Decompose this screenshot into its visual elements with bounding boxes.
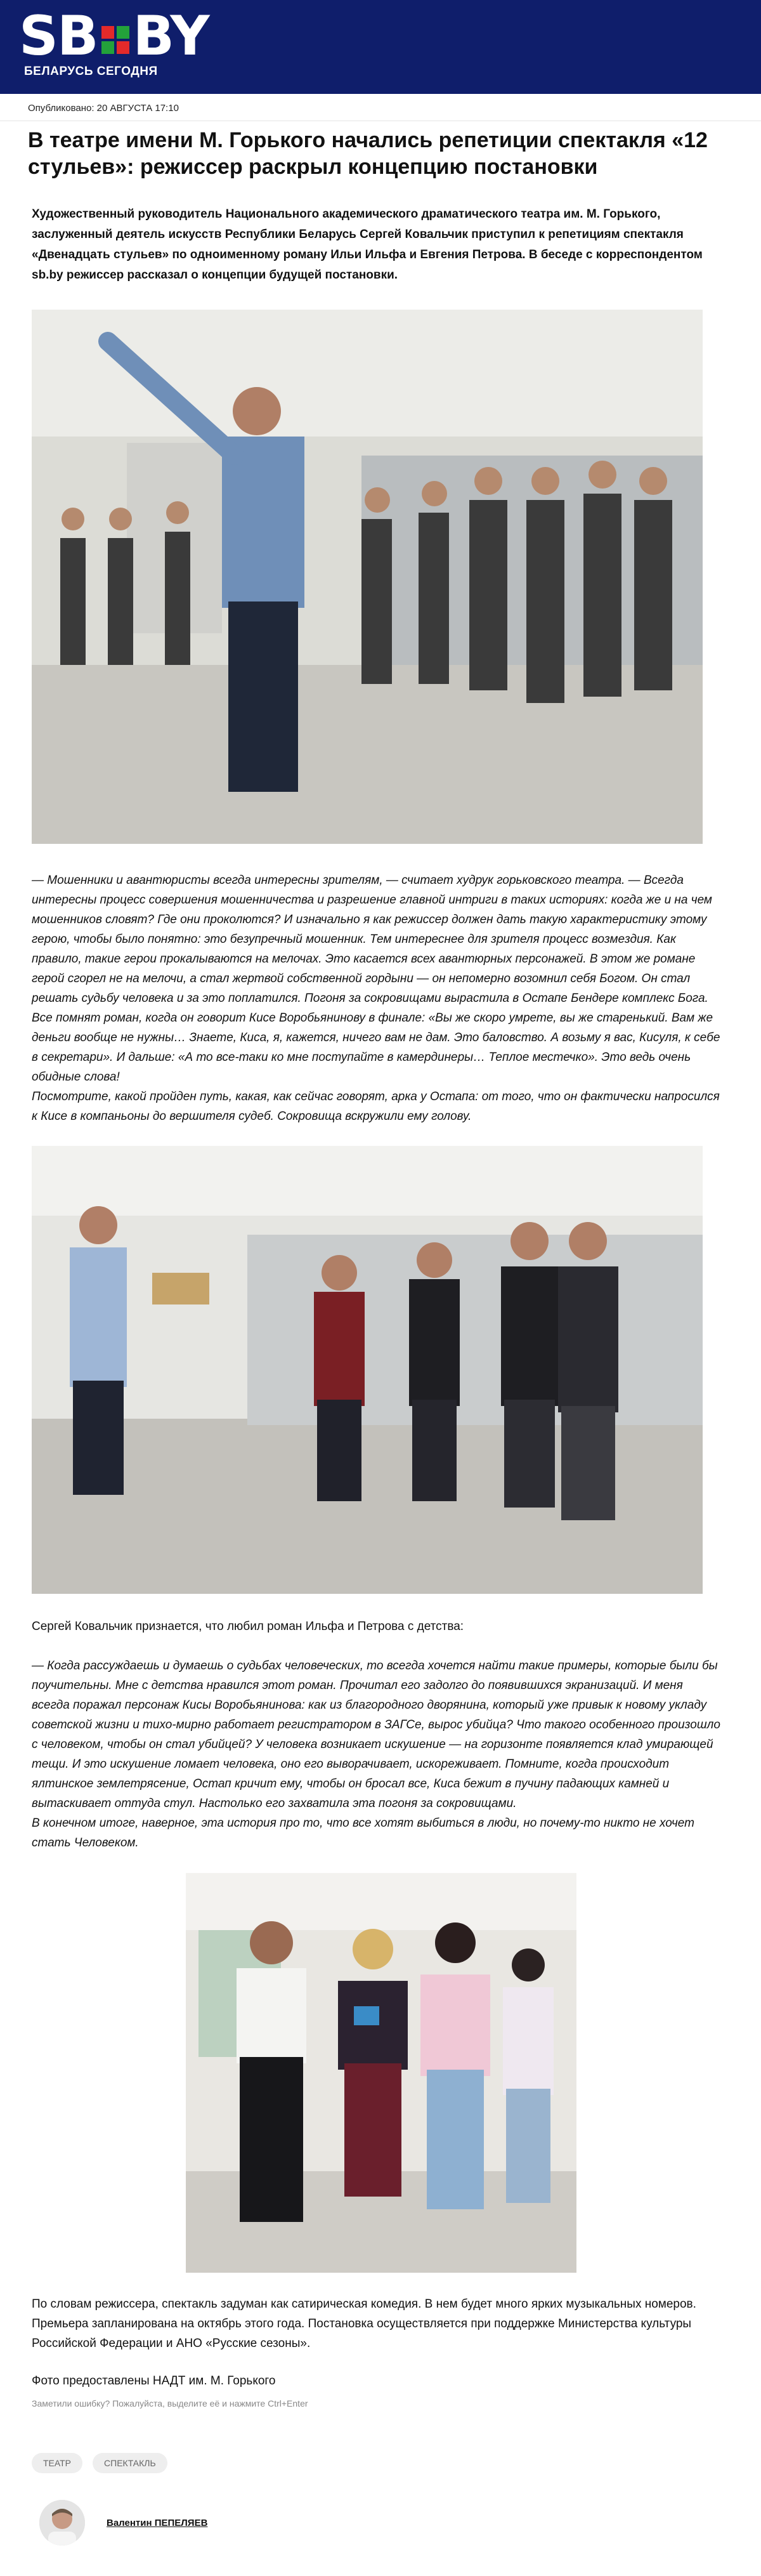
tag-theatre[interactable]: ТЕАТР bbox=[32, 2453, 82, 2473]
paragraph: — Когда рассуждаешь и думаешь о судьбах человеческих, то всегда хочется найти такие примеры, которые были бы поучительны. Мне с детства нравился этот роман. Прочитал его задолго до появившихся экранизаций. И меня всегда поражал персонаж Кисы Воробьянинова: как из благородного дворянина, который уже привык к новому укладу советской жизни и тихо-мирно работает регистратором в ЗАГСе, вырос убийца? Что такого особенного произошло с человеком, чтобы он стал убийцей? У человека возникает искушение — на горизонте появляется клад умирающей тещи. И это искушение ломает человека, оно его выворачивает, искореживает. Помните, когда происходит ялтинское землетрясение, Остап кричит ему, чтобы он бросал все, Киса бежит в пучину падающих камней и вытаскивает оттуда стул. Настолько его захватила эта погоня за сокровищами. bbox=[32, 1659, 720, 1810]
logo-squares-icon bbox=[101, 26, 129, 54]
logo-left-text: SB bbox=[19, 4, 98, 68]
photo-credit: Фото предоставлены НАДТ им. М. Горького bbox=[32, 2374, 276, 2388]
published-date: Опубликовано: 20 АВГУСТА 17:10 bbox=[28, 103, 179, 114]
article-lead: Художественный руководитель Национального академического драматического театра им. М. Горького, заслуженный деятель искусств Республики Беларусь Сергей Ковальчик приступил к репетициям спектакля «Двенадцать стульев» по одноименному роману Ильи Ильфа и Евгения Петрова. В беседе с корреспондентом sb.by режиссер рассказал о концепции будущей постановки. bbox=[32, 207, 703, 282]
logo-square bbox=[117, 26, 129, 39]
spacer bbox=[32, 1636, 723, 1656]
paragraph: Сергей Ковальчик признается, что любил роман Ильфа и Петрова с детства: bbox=[32, 1620, 464, 1633]
author-name-link[interactable]: Валентин ПЕПЕЛЯЕВ bbox=[107, 2517, 208, 2528]
paragraph: По словам режиссера, спектакль задуман как сатирическая комедия. В нем будет много ярких музыкальных номеров. Премьера запланирована на октябрь этого года. Постановка осуществляется при поддержке Министерства культуры Российской Федерации и АНО «Русские сезоны». bbox=[32, 2297, 696, 2350]
photo-rehearsal-2 bbox=[32, 1146, 703, 1594]
tag-performance[interactable]: СПЕКТАКЛЬ bbox=[93, 2453, 167, 2473]
paragraph: В конечном итоге, наверное, эта история про то, что все хотят выбиться в люди, но почему-то никто не хочет стать Человеком. bbox=[32, 1817, 694, 1850]
site-logo[interactable] bbox=[19, 4, 209, 79]
error-report-hint: Заметили ошибку? Пожалуйста, выделите её и нажмите Ctrl+Enter bbox=[32, 2398, 308, 2408]
body-block-3 bbox=[32, 2294, 723, 2391]
logo-square bbox=[101, 41, 114, 54]
tags-list bbox=[32, 2453, 167, 2473]
meta-bar bbox=[0, 95, 761, 121]
article-title: В театре имени М. Горького начались репетиции спектакля «12 стульев»: режиссер раскрыл концепцию постановки bbox=[28, 128, 708, 179]
site-header bbox=[0, 0, 761, 94]
author-block bbox=[39, 2500, 207, 2546]
author-avatar[interactable] bbox=[39, 2500, 85, 2546]
logo-wordmark bbox=[19, 4, 209, 68]
body-block-1 bbox=[32, 871, 723, 1126]
photo-rehearsal-3 bbox=[186, 1873, 576, 2273]
paragraph: Посмотрите, какой пройден путь, какая, как сейчас говорят, арка у Остапа: от того, что он фактически напросился к Кисе в компаньоны до вершителя судеб. Сокровища вскружили ему голову. bbox=[32, 1090, 720, 1123]
photo-rehearsal-1 bbox=[32, 310, 703, 844]
logo-right-text: BY bbox=[133, 4, 209, 68]
body-block-2 bbox=[32, 1617, 723, 1853]
logo-square bbox=[117, 41, 129, 54]
paragraph: — Мошенники и авантюристы всегда интересны зрителям, — считает худрук горьковского театра. — Всегда интересны процесс совершения мошенничества и разрешение главной интриги в таких историях: когда же и на чем мошенников словят? Где они проколются? И изначально я как режиссер должен дать такую характеристику этому герою, чтобы было понятно: это безупречный мошенник. Тем интереснее для зрителя процесс возмездия. Как правило, такие герои прокалываются на мелочах. Это касается всех авантюрных персонажей. В этом же романе герой сгорел не на мелочи, а стал жертвой собственной гордыни — он непомерно возомнил себя Богом. Он стал решать судьбу человека и за это поплатился. Погоня за сокровищами вырастила в Остапе Бендере комплекс Бога. Все помнят роман, когда он говорит Кисе Воробьянинову в финале: «Вы же скоро умрете, вы же старенький. Вам же деньги вообще не нужны… Знаете, Киса, я, кажется, ничего вам не дам. Это баловство. А возьму я вас, Кисуля, к себе в секретари». И дальше: «А то все-таки ко мне поступайте в камердинеры… Теплое местечко». Это ведь очень обидные слова! bbox=[32, 874, 720, 1084]
logo-subtitle: БЕЛАРУСЬ СЕГОДНЯ bbox=[24, 65, 158, 78]
spacer bbox=[32, 2353, 723, 2371]
logo-square bbox=[101, 26, 114, 39]
